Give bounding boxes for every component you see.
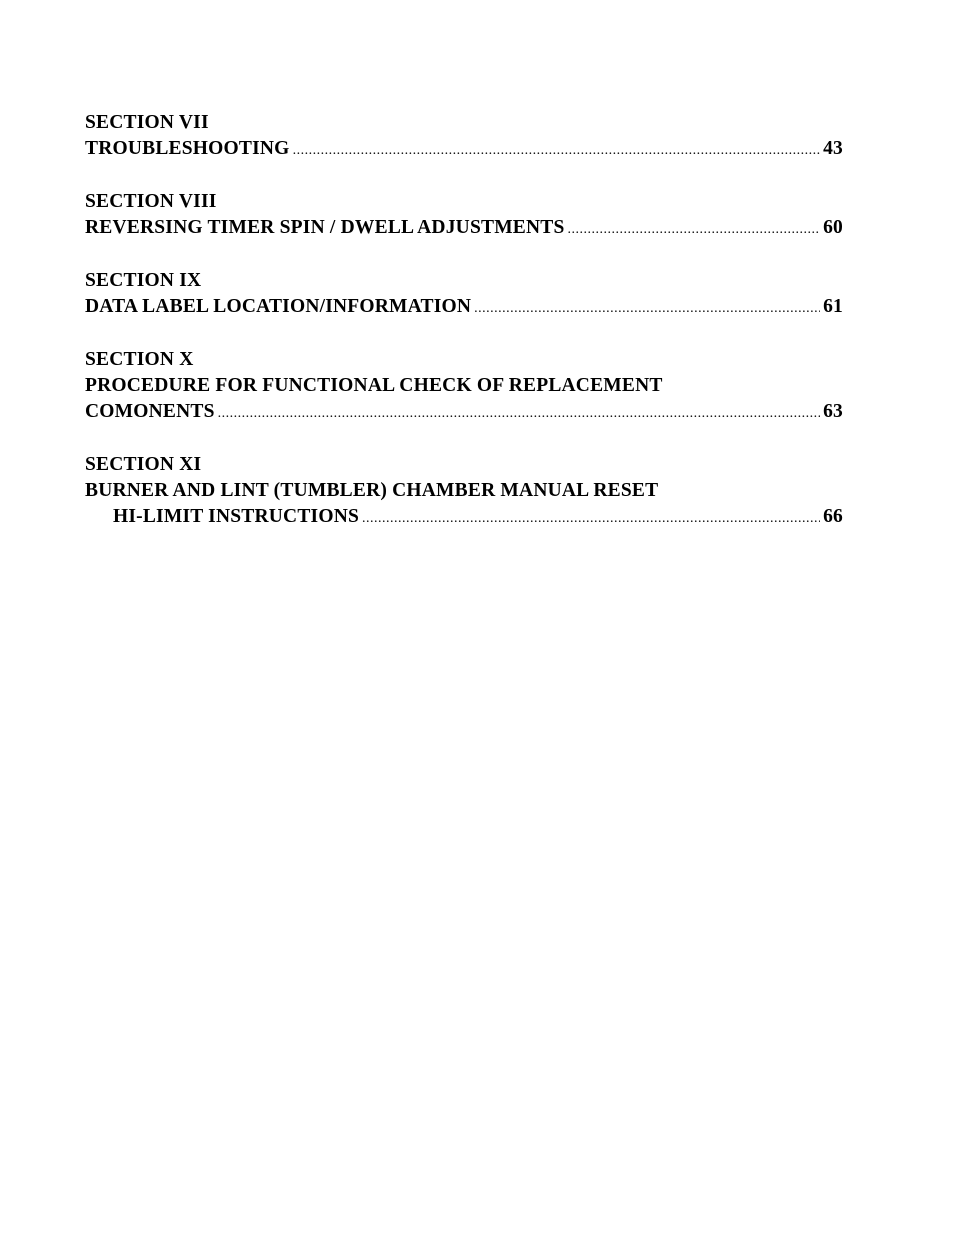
toc-link-troubleshooting[interactable]	[85, 136, 843, 162]
dot-leader	[568, 217, 821, 243]
dot-leader	[218, 401, 820, 427]
toc-entry-section-xi	[85, 452, 843, 530]
page-number: 66	[823, 506, 843, 527]
section-heading: SECTION X	[85, 349, 194, 370]
toc-link-hi-limit[interactable]	[85, 504, 843, 530]
section-heading: SECTION IX	[85, 270, 202, 291]
toc-entry-section-ix	[85, 268, 843, 320]
toc-title: TROUBLESHOOTING	[85, 138, 290, 159]
toc-link-functional-check[interactable]	[85, 399, 843, 425]
page-number: 43	[823, 138, 843, 159]
toc-link-data-label[interactable]	[85, 294, 843, 320]
toc-title: COMONENTS	[85, 401, 215, 422]
toc-link-reversing-timer[interactable]	[85, 215, 843, 241]
toc-title: DATA LABEL LOCATION/INFORMATION	[85, 296, 472, 317]
page-number: 63	[823, 401, 843, 422]
section-heading: SECTION VIII	[85, 191, 217, 212]
toc-entry-section-x	[85, 347, 843, 425]
toc-entry-section-viii	[85, 189, 843, 241]
toc-entry-section-vii	[85, 110, 843, 162]
page-number: 61	[823, 296, 843, 317]
table-of-contents	[85, 110, 843, 557]
section-heading: SECTION XI	[85, 454, 202, 475]
toc-title: REVERSING TIMER SPIN / DWELL ADJUSTMENTS	[85, 217, 565, 238]
toc-title-continued: BURNER AND LINT (TUMBLER) CHAMBER MANUAL RESET	[85, 480, 659, 501]
page-number: 60	[823, 217, 843, 238]
dot-leader	[362, 506, 820, 532]
dot-leader	[293, 138, 821, 164]
dot-leader	[474, 296, 820, 322]
toc-title-continued: PROCEDURE FOR FUNCTIONAL CHECK OF REPLACEMENT	[85, 375, 663, 396]
toc-title: HI-LIMIT INSTRUCTIONS	[113, 506, 360, 527]
section-heading: SECTION VII	[85, 112, 209, 133]
